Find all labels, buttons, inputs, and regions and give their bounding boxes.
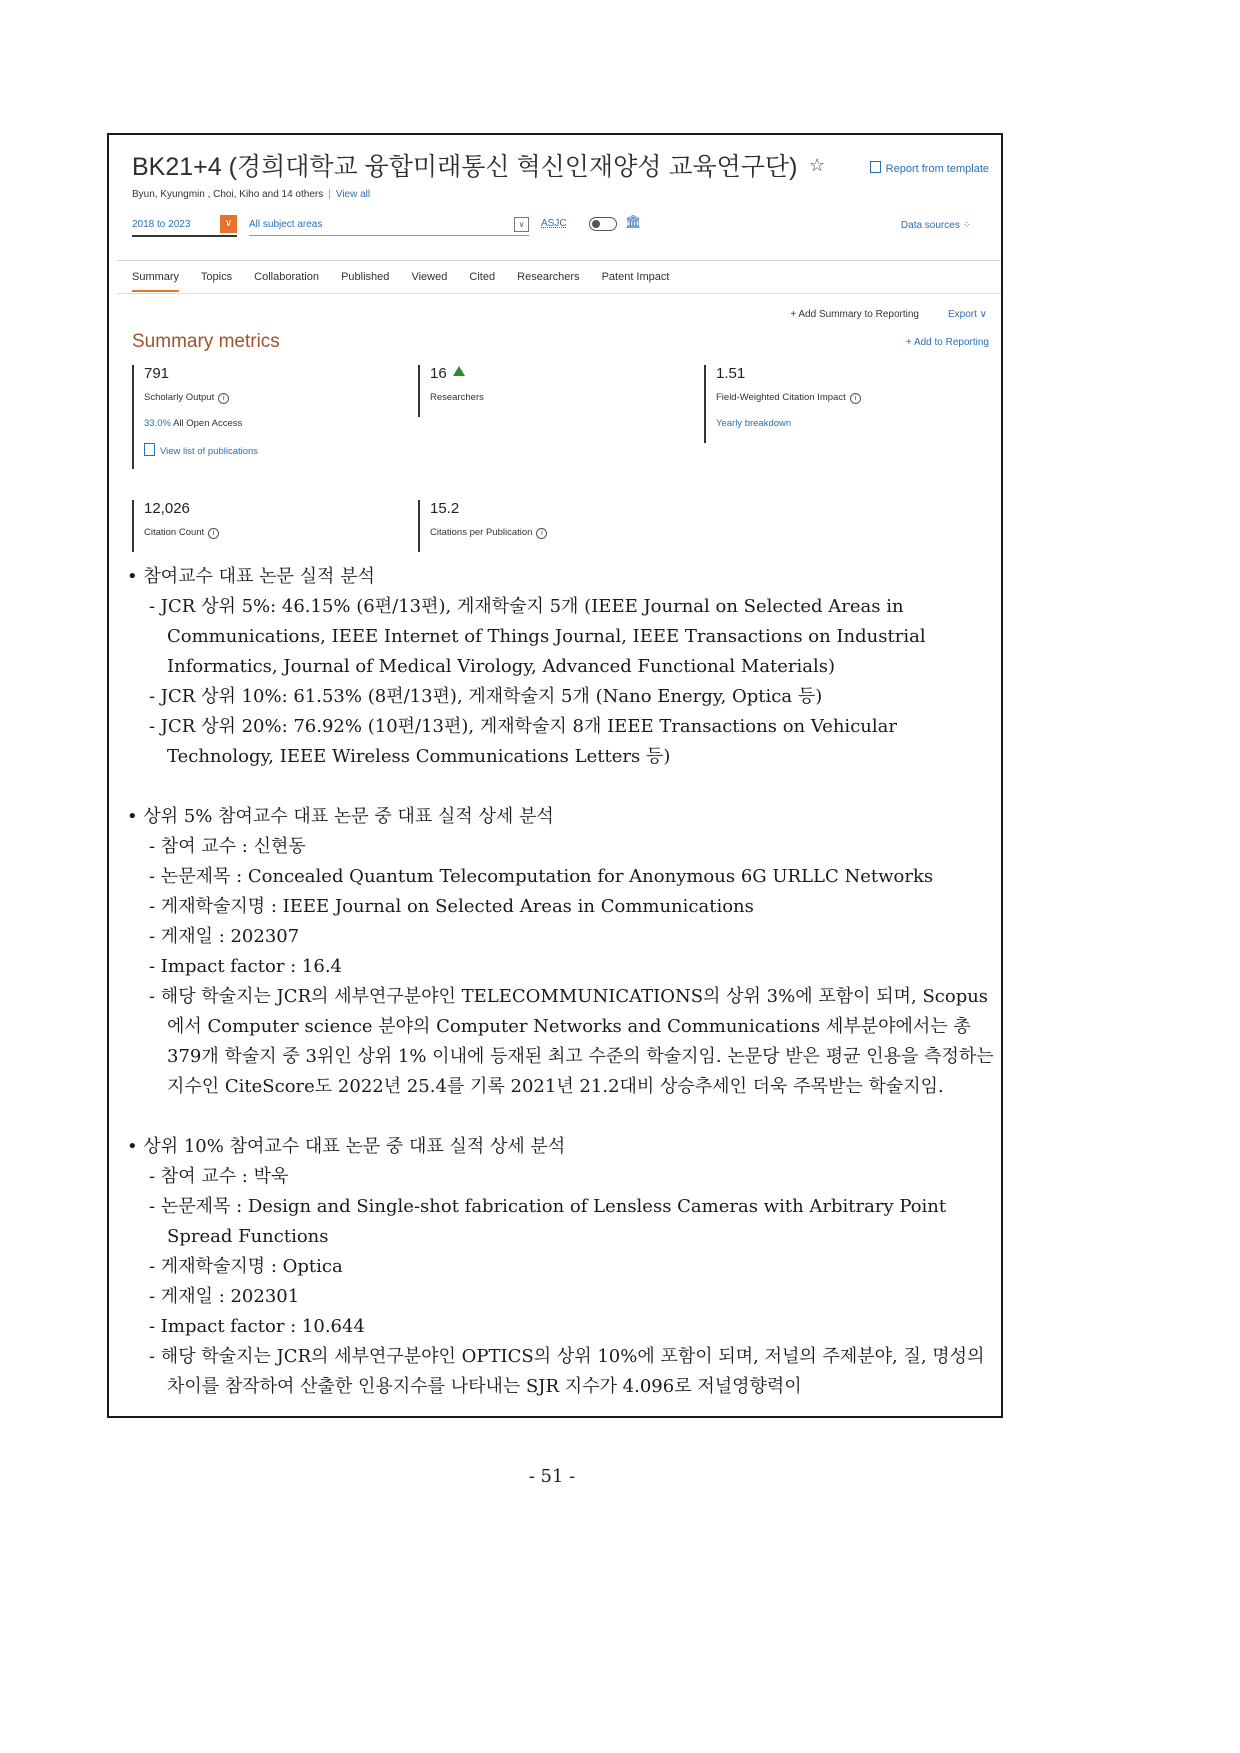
list-item: - 참여 교수 : 신현동 — [149, 836, 306, 857]
page-title: BK21+4 (경희대학교 융합미래통신 혁신인재양성 교육연구단) — [132, 153, 798, 181]
info-icon[interactable]: i — [218, 393, 229, 404]
tab-published[interactable]: Published — [341, 271, 390, 283]
section-heading: • 상위 5% 참여교수 대표 논문 중 대표 실적 상세 분석 — [127, 806, 554, 827]
list-item: - 참여 교수 : 박욱 — [149, 1166, 289, 1187]
chevron-down-icon: ∨ — [979, 309, 987, 320]
data-sources-link[interactable]: Data sources ⁘ — [900, 220, 971, 231]
list-item: - JCR 상위 20%: 76.92% (10편/13편), 게재학술지 8개 IEEE Transactions on Vehicular Technology, IEEE Wireless Communications Letters 등) — [149, 716, 897, 767]
list-item: - JCR 상위 10%: 61.53% (8편/13편), 게재학술지 5개 (Nano Energy, Optica 등) — [149, 686, 823, 707]
fwci-metric: 1.51 Field-Weighted Citation Impact i Yearly breakdown — [704, 365, 861, 443]
summary-metrics-heading: Summary metrics — [132, 331, 280, 352]
list-item: - JCR 상위 5%: 46.15% (6편/13편), 게재학술지 5개 (IEEE Journal on Selected Areas in Communications, IEEE Internet of Things Journal, IEEE Transactions on Industrial Informatics, Journal of Medical Virology, Advanced Functional Materials) — [149, 596, 926, 677]
scholarly-output-metric: 791 Scholarly Output i 33.0% All Open Access View list of publications — [132, 365, 258, 469]
list-item: - Impact factor : 10.644 — [149, 1316, 365, 1337]
authors-line: Byun, Kyungmin , Choi, Kiho and 14 others | View all — [132, 189, 371, 200]
subject-area-select[interactable]: All subject areas ∨ — [249, 215, 529, 236]
yearly-breakdown-link[interactable]: Yearly breakdown — [716, 418, 792, 429]
tab-viewed[interactable]: Viewed — [411, 271, 448, 283]
chevron-down-icon[interactable]: ∨ — [220, 215, 237, 233]
document-icon — [144, 443, 155, 456]
researchers-metric: 16 Researchers — [418, 365, 484, 417]
tab-patent-impact[interactable]: Patent Impact — [601, 271, 670, 283]
export-button[interactable]: Export ∨ — [947, 309, 987, 320]
asjc-label[interactable]: ASJC — [541, 218, 567, 229]
list-item: - 해당 학술지는 JCR의 세부연구분야인 TELECOMMUNICATIONS의 상위 3%에 포함이 되며, Scopus에서 Computer science 분야의 Computer Networks and Communications 세부분야에서는 총 379개 학술지 중 3위인 상위 1% 이내에 등재된 최고 수준의 학술지임. 논문당 받은 평균 인용을 측정하는 지수인 CiteScore도 2022년 25.4를 기록 2021년 21.2대비 상승추세인 더욱 주목받는 학술지임. — [149, 986, 994, 1097]
tab-summary[interactable]: Summary — [132, 271, 179, 292]
report-from-template-link[interactable]: Report from template — [870, 161, 989, 175]
view-list-of-publications-link[interactable]: View list of publications — [144, 443, 258, 457]
report-icon — [870, 161, 881, 173]
add-to-reporting-button[interactable]: + Add to Reporting — [905, 337, 989, 348]
asjc-toggle[interactable] — [589, 217, 617, 231]
embedded-report-frame — [107, 133, 1003, 1418]
divider — [117, 260, 1001, 261]
trend-up-icon — [453, 366, 465, 376]
section-heading: • 참여교수 대표 논문 실적 분석 — [127, 566, 375, 587]
year-range-select[interactable]: 2018 to 2023 ∨ — [132, 215, 237, 237]
add-summary-to-reporting-button[interactable]: + Add Summary to Reporting — [790, 309, 919, 320]
loading-spinner-icon: ⁘ — [962, 220, 971, 231]
list-item: - 게재일 : 202307 — [149, 926, 300, 947]
info-icon[interactable]: i — [536, 528, 547, 539]
list-item: - Impact factor : 16.4 — [149, 956, 343, 977]
info-icon[interactable]: i — [208, 528, 219, 539]
scival-screenshot — [109, 135, 1001, 560]
tab-topics[interactable]: Topics — [200, 271, 233, 283]
divider — [117, 293, 1001, 294]
list-item: - 논문제목 : Design and Single-shot fabrication of Lensless Cameras with Arbitrary Point Spread Functions — [149, 1196, 947, 1247]
institution-icon[interactable]: 🏛 — [625, 214, 642, 229]
tab-researchers[interactable]: Researchers — [517, 271, 580, 283]
list-item: - 게재일 : 202301 — [149, 1286, 300, 1307]
tab-cited[interactable]: Cited — [469, 271, 496, 283]
page-number: - 51 - — [528, 1466, 576, 1487]
citation-count-metric: 12,026 Citation Count i — [132, 500, 219, 552]
citations-per-publication-metric: 15.2 Citations per Publication i — [418, 500, 547, 552]
chevron-down-icon[interactable]: ∨ — [514, 217, 529, 232]
favorite-star-icon[interactable]: ☆ — [809, 155, 826, 175]
info-icon[interactable]: i — [850, 393, 861, 404]
tab-bar — [132, 271, 688, 283]
section-heading: • 상위 10% 참여교수 대표 논문 중 대표 실적 상세 분석 — [127, 1136, 566, 1157]
analysis-text — [117, 562, 997, 1402]
list-item: - 논문제목 : Concealed Quantum Telecomputation for Anonymous 6G URLLC Networks — [149, 866, 934, 887]
list-item: - 게재학술지명 : IEEE Journal on Selected Areas in Communications — [149, 896, 754, 917]
tab-collaboration[interactable]: Collaboration — [254, 271, 319, 283]
list-item: - 게재학술지명 : Optica — [149, 1256, 343, 1277]
view-all-link[interactable]: View all — [335, 189, 371, 200]
list-item: - 해당 학술지는 JCR의 세부연구분야인 OPTICS의 상위 10%에 포함이 되며, 저널의 주제분야, 질, 명성의 차이를 참작하여 산출한 인용지수를 나타내는 SJR 지수가 4.096로 저널영향력이 — [149, 1346, 985, 1397]
